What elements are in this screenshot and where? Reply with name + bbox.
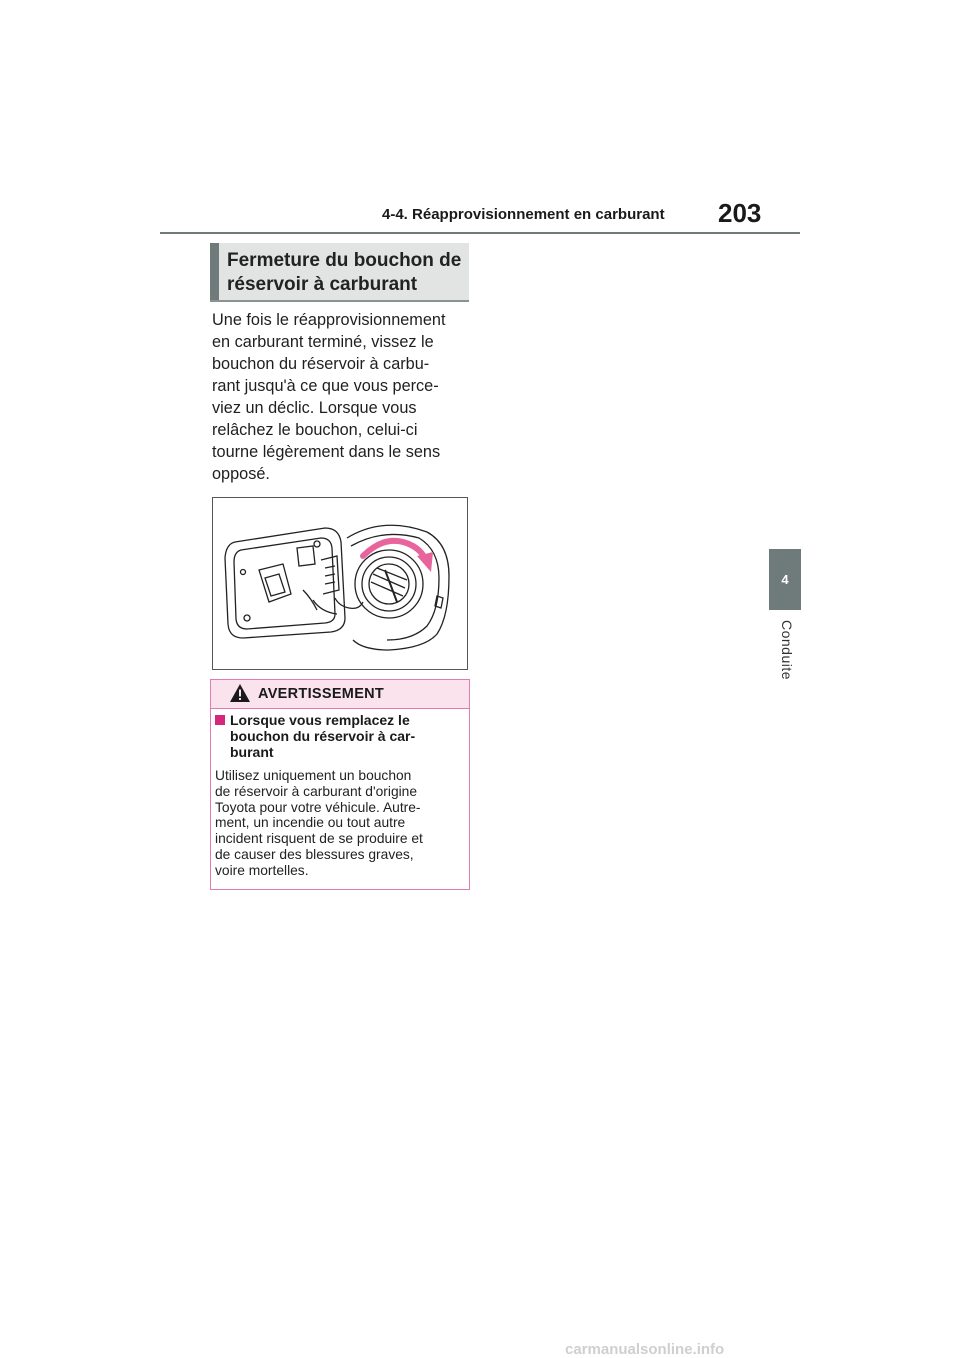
section-heading-text bbox=[227, 249, 461, 297]
body-line: relâchez le bouchon, celui-ci bbox=[212, 421, 418, 439]
warning-subheading bbox=[215, 712, 463, 760]
section-heading-line: Fermeture du bouchon de bbox=[227, 250, 462, 271]
warning-subheading-line: bouchon du réservoir à car- bbox=[230, 728, 416, 744]
section-heading-line: réservoir à carburant bbox=[227, 274, 418, 295]
warning-body-line: ment, un incendie ou tout autre bbox=[215, 815, 406, 831]
warning-body-line: incident risquent de se produire et bbox=[215, 831, 423, 847]
section-heading-bar bbox=[210, 243, 219, 300]
fuel-cap bbox=[355, 550, 423, 618]
fuel-cap-drawing bbox=[213, 498, 467, 669]
body-line: rant jusqu'à ce que vous perce- bbox=[212, 377, 439, 395]
body-line: tourne légèrement dans le sens bbox=[212, 443, 441, 461]
body-line: bouchon du réservoir à carbu- bbox=[212, 355, 430, 373]
warning-subheading-line: Lorsque vous remplacez le bbox=[230, 712, 410, 728]
warning-box bbox=[210, 679, 470, 890]
body-line: viez un déclic. Lorsque vous bbox=[212, 399, 417, 417]
chapter-tab-label: Conduite bbox=[779, 620, 795, 681]
warning-body-line: de causer des blessures graves, bbox=[215, 846, 414, 862]
body-line: en carburant terminé, vissez le bbox=[212, 333, 434, 351]
warning-body-line: de réservoir à carburant d'origine bbox=[215, 783, 418, 799]
chapter-tab-number: 4 bbox=[781, 572, 789, 587]
body-line: Une fois le réapprovisionnement bbox=[212, 311, 446, 329]
section-heading bbox=[210, 243, 469, 302]
fuel-cap-illustration bbox=[212, 497, 468, 670]
chapter-tab[interactable] bbox=[769, 549, 801, 610]
warning-body-line: Toyota pour votre véhicule. Autre- bbox=[215, 799, 421, 815]
warning-subheading-line: burant bbox=[230, 744, 274, 760]
cap-tether bbox=[313, 598, 363, 614]
warning-title: AVERTISSEMENT bbox=[258, 686, 385, 702]
header-rule bbox=[160, 232, 800, 234]
warning-triangle-icon bbox=[229, 683, 251, 708]
section-body bbox=[212, 309, 474, 485]
page-number: 203 bbox=[718, 198, 762, 228]
warning-body-line: voire mortelles. bbox=[215, 862, 309, 878]
footer-watermark: carmanualsonline.info bbox=[565, 1341, 725, 1358]
warning-header bbox=[211, 680, 469, 709]
chapter-title: 4-4. Réapprovisionnement en carburant bbox=[382, 206, 665, 223]
warning-body-line: Utilisez uniquement un bouchon bbox=[215, 768, 412, 783]
body-line: opposé. bbox=[212, 465, 270, 483]
warning-body bbox=[215, 768, 467, 879]
bullet-square-icon bbox=[215, 715, 225, 725]
